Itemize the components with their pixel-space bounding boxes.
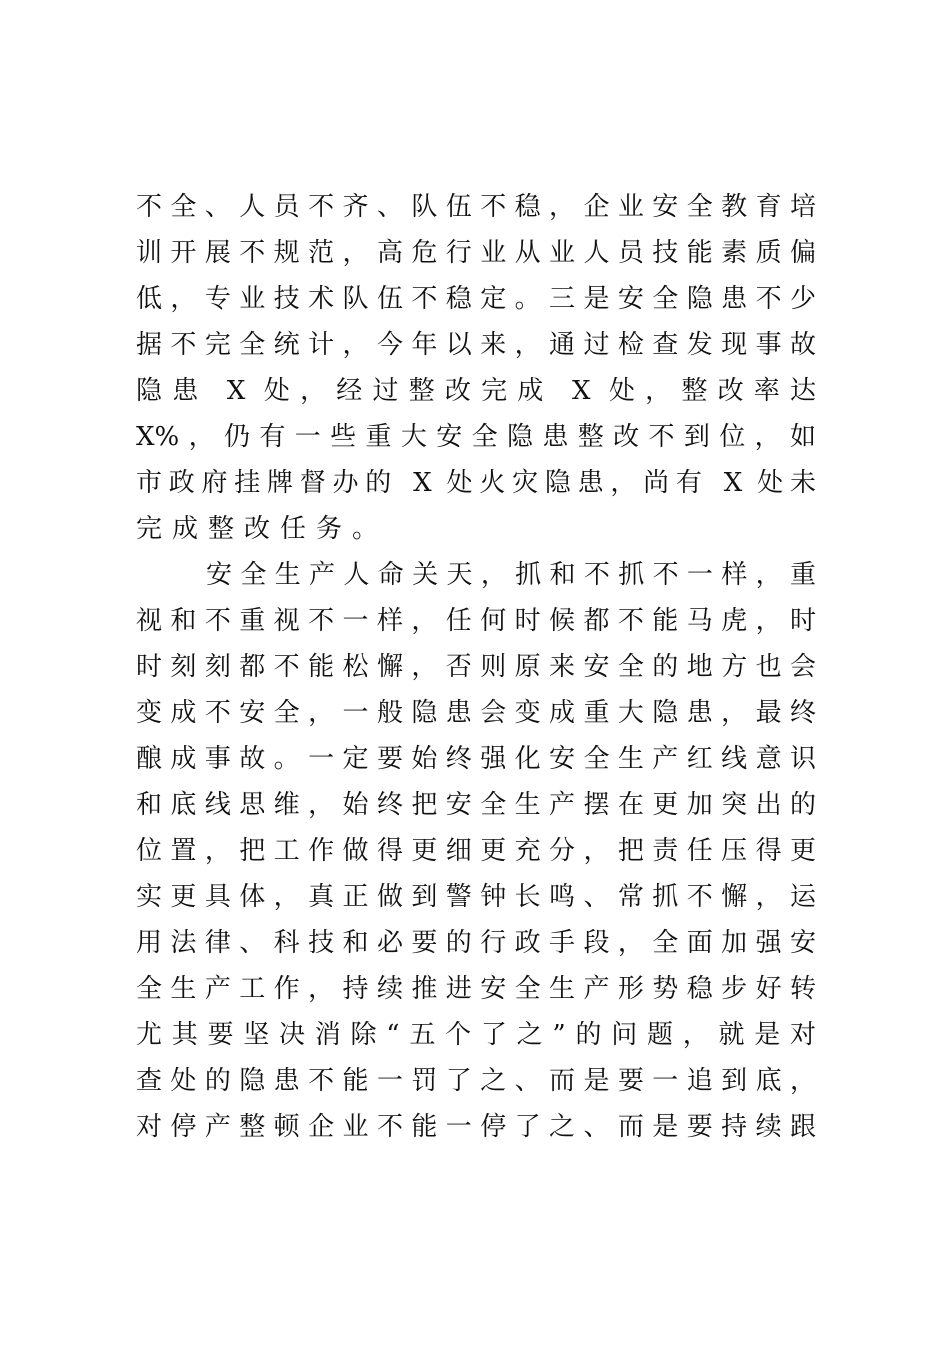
text-line: 实更具体，真正做到警钟长鸣、常抓不懈，运 [136,882,816,912]
text-line: 隐患 X 处，经过整改完成 X 处，整改率达 [136,376,816,406]
text-line: 查处的隐患不能一罚了之、而是要一追到底， [136,1066,816,1096]
text-line: 时刻刻都不能松懈，否则原来安全的地方也会 [136,652,816,682]
text-line: 视和不重视不一样，任何时候都不能马虎，时 [136,606,816,636]
text-line: 完成整改任务。 [136,514,389,544]
text-line: 低，专业技术队伍不稳定。三是安全隐患不少 [136,284,816,314]
text-line: 位置，把工作做得更细更充分，把责任压得更 [136,836,816,866]
text-line: 酿成事故。一定要始终强化安全生产红线意识 [136,744,816,774]
text-line: 用法律、科技和必要的行政手段，全面加强安 [136,928,816,958]
text-line: 全生产工作，持续推进安全生产形势稳步好转 [136,974,816,1004]
document-body [136,184,816,1150]
text-line: 对停产整顿企业不能一停了之、而是要持续跟 [136,1112,816,1142]
text-line: 变成不安全，一般隐患会变成重大隐患，最终 [136,698,816,728]
text-line: X%，仍有一些重大安全隐患整改不到位，如 [136,422,816,452]
text-line: 和底线思维，始终把安全生产摆在更加突出的 [136,790,816,820]
text-line: 训开展不规范，高危行业从业人员技能素质偏 [136,238,816,268]
text-line: 尤其要坚决消除“五个了之”的问题，就是对 [136,1020,816,1050]
text-line: 不全、人员不齐、队伍不稳，企业安全教育培 [136,192,816,222]
text-line: 据不完全统计，今年以来，通过检查发现事故 [136,330,816,360]
paragraph-first-line: 安全生产人命关天，抓和不抓不一样，重 [206,560,816,590]
text-line: 市政府挂牌督办的 X 处火灾隐患，尚有 X 处未 [136,468,816,498]
